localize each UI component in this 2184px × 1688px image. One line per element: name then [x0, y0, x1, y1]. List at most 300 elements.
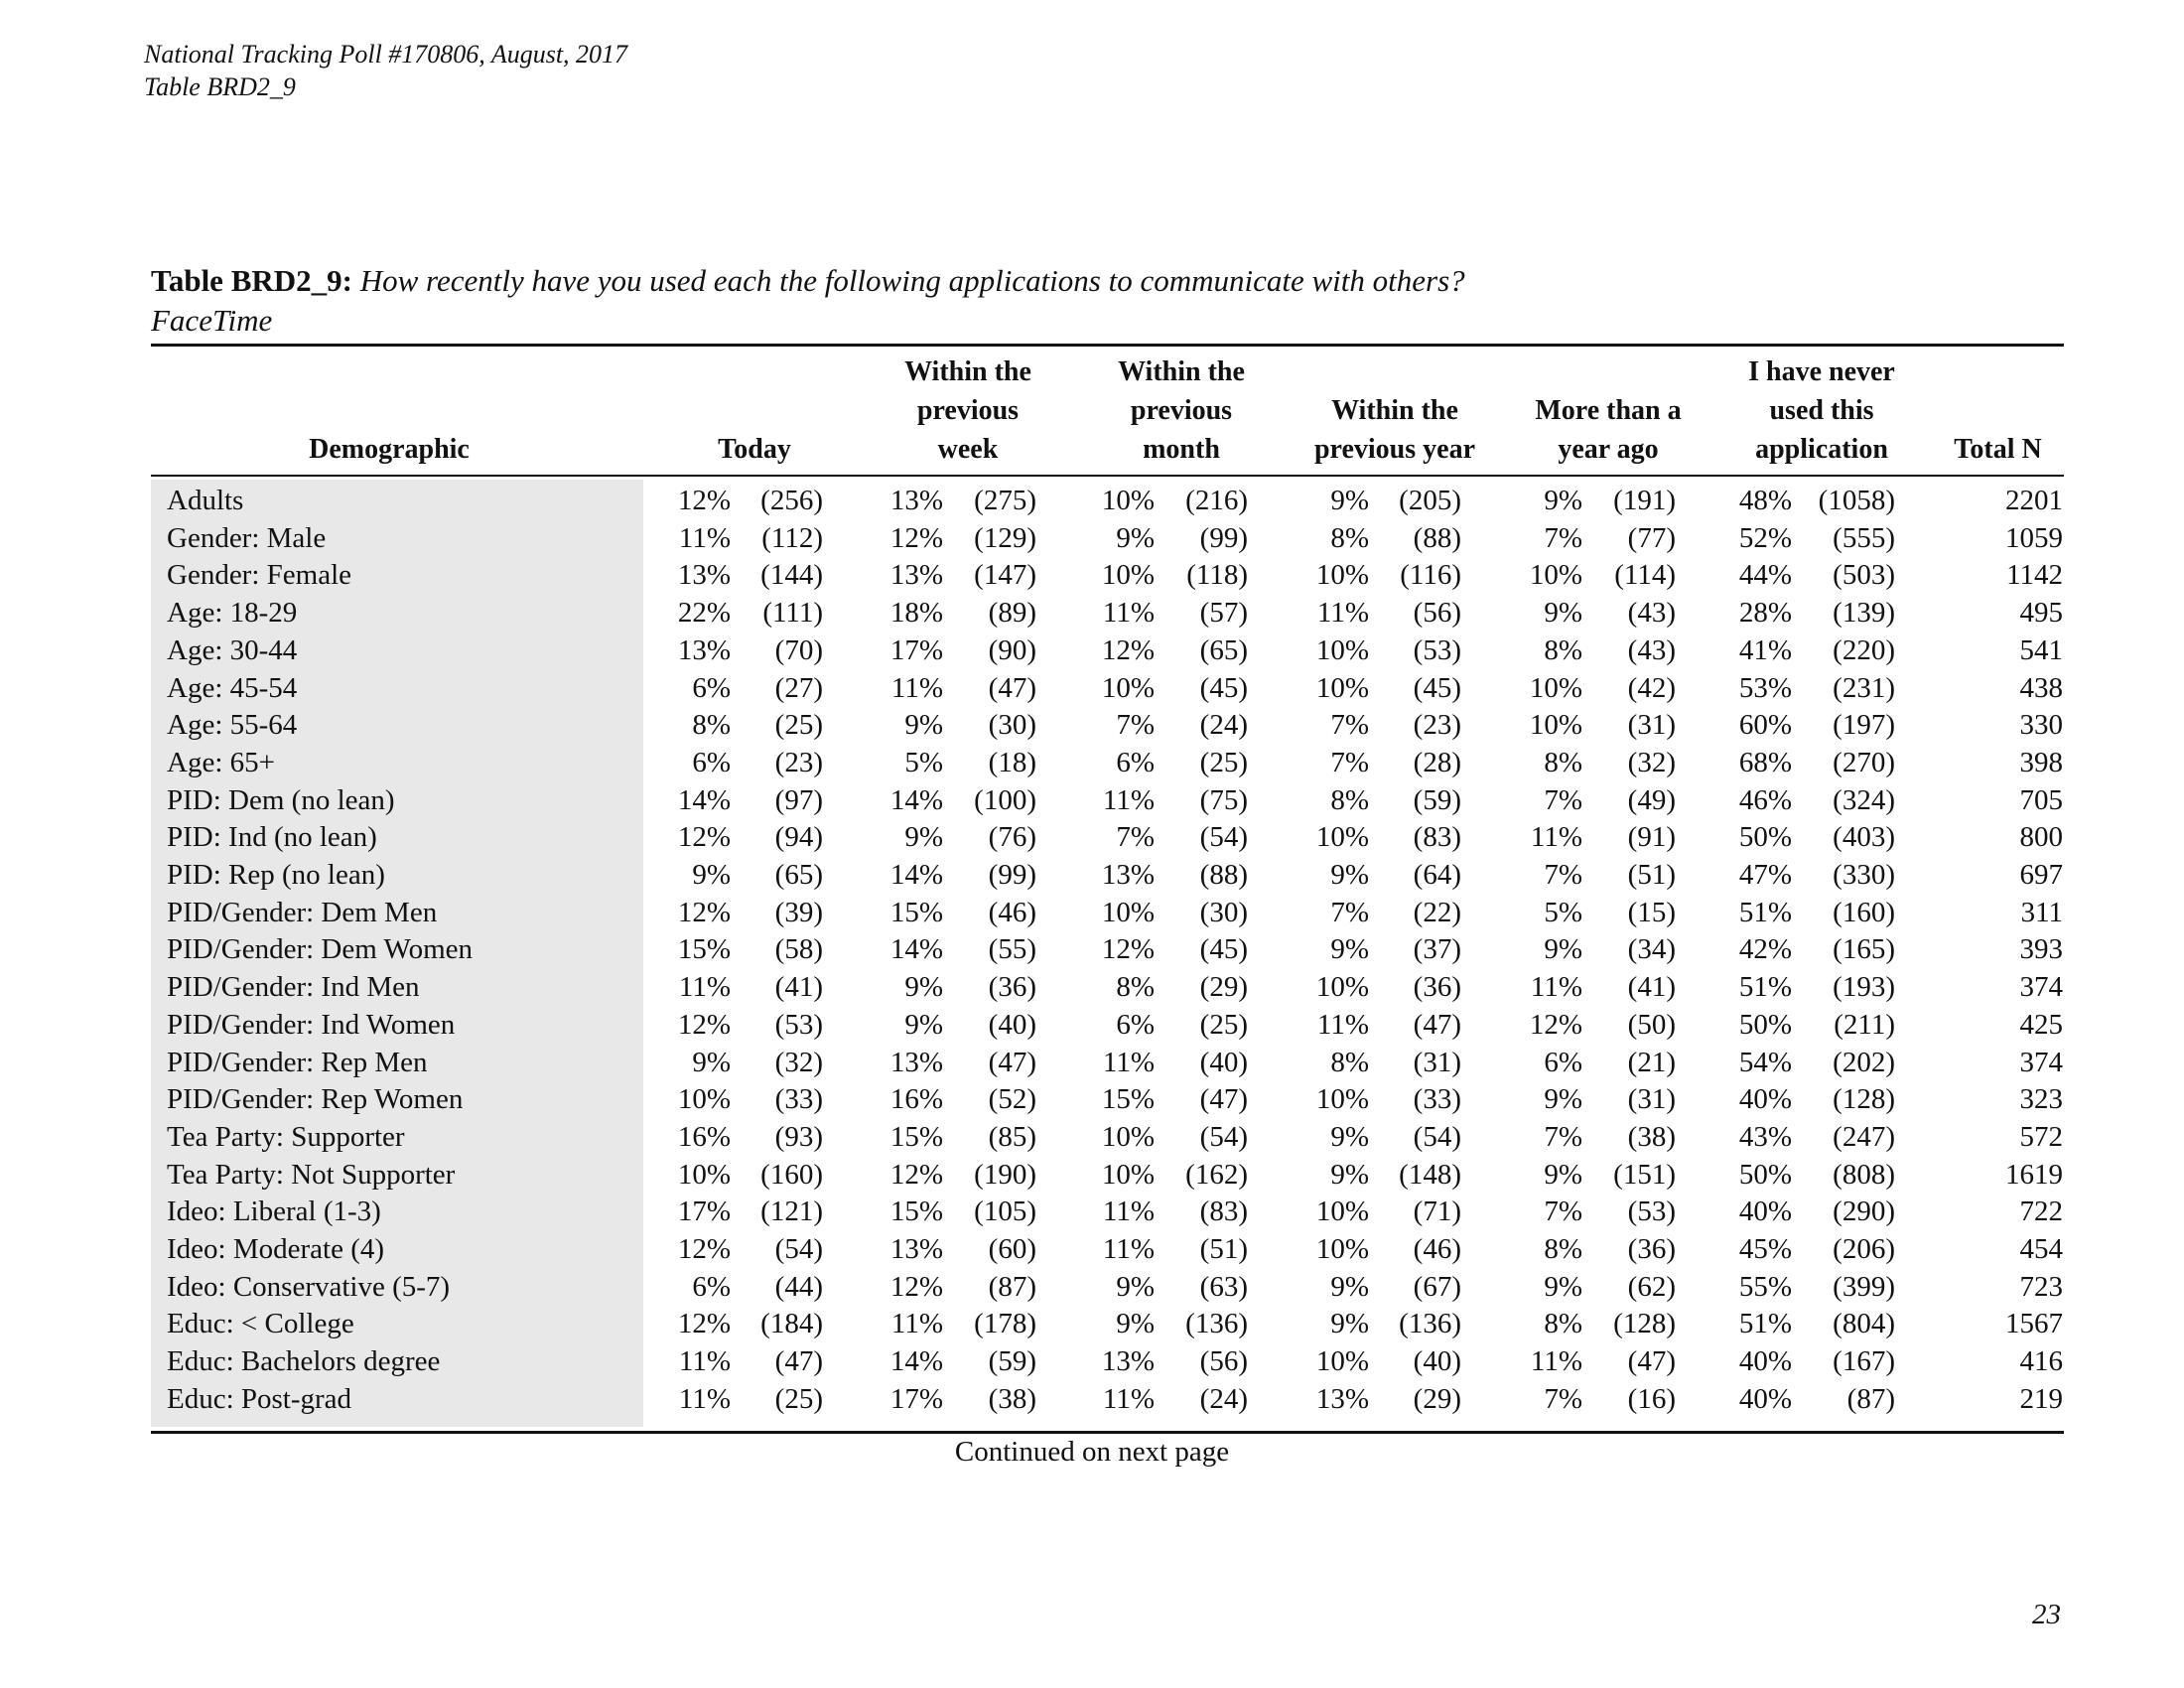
- count-cell: (90): [988, 633, 1036, 666]
- table-row: [151, 1045, 2063, 1082]
- count-cell: (76): [988, 821, 1036, 854]
- count-cell: (53): [774, 1008, 823, 1041]
- header-demographic: Demographic: [309, 434, 470, 465]
- table-row: [151, 745, 2063, 782]
- count-cell: (60): [988, 1233, 1036, 1266]
- count-cell: (43): [1627, 597, 1676, 630]
- count-cell: (87): [988, 1270, 1036, 1303]
- percent-cell: 42%: [1738, 933, 1792, 966]
- header-never-used: I have never used this application: [1748, 356, 1895, 465]
- count-cell: (47): [988, 671, 1036, 704]
- percent-cell: 41%: [1738, 633, 1792, 666]
- table-row: [151, 1007, 2063, 1045]
- percent-cell: 14%: [677, 783, 731, 816]
- percent-cell: 7%: [1330, 709, 1369, 742]
- page-number: 23: [2032, 1599, 2061, 1630]
- percent-cell: 16%: [677, 1120, 731, 1153]
- count-cell: (25): [774, 1382, 823, 1415]
- count-cell: (25): [774, 709, 823, 742]
- count-cell: (191): [1613, 485, 1676, 516]
- percent-cell: 9%: [1330, 933, 1369, 966]
- percent-cell: 9%: [904, 821, 943, 854]
- percent-cell: 12%: [677, 821, 731, 854]
- percent-cell: 18%: [889, 597, 943, 630]
- count-cell: (160): [760, 1158, 823, 1191]
- percent-cell: 12%: [1101, 933, 1155, 966]
- count-cell: (116): [1400, 559, 1461, 592]
- percent-cell: 51%: [1738, 896, 1792, 928]
- count-cell: (59): [988, 1345, 1036, 1378]
- percent-cell: 9%: [1544, 933, 1582, 966]
- percent-cell: 12%: [677, 1308, 731, 1340]
- count-cell: (270): [1833, 746, 1895, 778]
- count-cell: (75): [1199, 783, 1248, 816]
- count-cell: (54): [1413, 1120, 1461, 1153]
- percent-cell: 11%: [678, 1382, 731, 1415]
- count-cell: (99): [988, 859, 1036, 892]
- table-row: [151, 670, 2063, 708]
- count-cell: (32): [1627, 746, 1676, 778]
- percent-cell: 51%: [1738, 1308, 1792, 1340]
- percent-cell: 11%: [1316, 597, 1369, 630]
- percent-cell: 12%: [677, 1008, 731, 1041]
- percent-cell: 11%: [1102, 597, 1155, 630]
- count-cell: (31): [1413, 1046, 1461, 1078]
- total-n-cell: 438: [2019, 671, 2063, 704]
- count-cell: (38): [988, 1382, 1036, 1415]
- table-row: [151, 483, 2063, 520]
- count-cell: (165): [1833, 933, 1895, 966]
- percent-cell: 12%: [889, 1270, 943, 1303]
- count-cell: (27): [774, 671, 823, 704]
- percent-cell: 10%: [1315, 821, 1369, 854]
- percent-cell: 9%: [1544, 1270, 1582, 1303]
- count-cell: (47): [1627, 1345, 1676, 1378]
- count-cell: (144): [760, 559, 823, 592]
- percent-cell: 11%: [1530, 1345, 1582, 1378]
- count-cell: (197): [1833, 709, 1895, 742]
- percent-cell: 46%: [1738, 783, 1792, 816]
- count-cell: (15): [1627, 896, 1676, 928]
- demographic-label: Age: 55-64: [167, 709, 298, 742]
- percent-cell: 17%: [677, 1196, 731, 1228]
- count-cell: (77): [1627, 521, 1676, 554]
- percent-cell: 9%: [1544, 1158, 1582, 1191]
- percent-cell: 9%: [692, 859, 731, 892]
- count-cell: (56): [1413, 597, 1461, 630]
- percent-cell: 12%: [1529, 1008, 1582, 1041]
- count-cell: (256): [760, 485, 823, 516]
- percent-cell: 11%: [890, 1308, 943, 1340]
- percent-cell: 40%: [1738, 1382, 1792, 1415]
- count-cell: (36): [1627, 1233, 1676, 1266]
- count-cell: (45): [1413, 671, 1461, 704]
- percent-cell: 55%: [1738, 1270, 1792, 1303]
- count-cell: (28): [1413, 746, 1461, 778]
- table-row: [151, 1306, 2063, 1343]
- count-cell: (330): [1833, 859, 1895, 892]
- count-cell: (51): [1627, 859, 1676, 892]
- percent-cell: 10%: [1315, 1083, 1369, 1116]
- total-n-cell: 800: [2019, 821, 2063, 854]
- count-cell: (30): [1199, 896, 1248, 928]
- count-cell: (54): [1199, 821, 1248, 854]
- count-cell: (25): [1199, 1008, 1248, 1041]
- demographic-label: PID/Gender: Ind Men: [167, 971, 420, 1004]
- percent-cell: 15%: [889, 1120, 943, 1153]
- count-cell: (54): [1199, 1120, 1248, 1153]
- demographic-label: PID/Gender: Dem Men: [167, 896, 438, 928]
- count-cell: (193): [1833, 971, 1895, 1004]
- count-cell: (56): [1199, 1345, 1248, 1378]
- percent-cell: 7%: [1544, 783, 1582, 816]
- count-cell: (36): [988, 971, 1036, 1004]
- count-cell: (41): [774, 971, 823, 1004]
- total-n-cell: 374: [2019, 1046, 2063, 1078]
- percent-cell: 9%: [904, 971, 943, 1004]
- percent-cell: 14%: [889, 783, 943, 816]
- percent-cell: 7%: [1330, 896, 1369, 928]
- count-cell: (128): [1613, 1308, 1676, 1340]
- demographic-label: PID: Ind (no lean): [167, 821, 377, 854]
- count-cell: (50): [1627, 1008, 1676, 1041]
- percent-cell: 11%: [678, 971, 731, 1004]
- count-cell: (94): [774, 821, 823, 854]
- header-total-n: Total N: [1954, 434, 2042, 465]
- percent-cell: 8%: [1544, 1308, 1582, 1340]
- total-n-cell: 2201: [2005, 485, 2063, 516]
- count-cell: (129): [974, 521, 1036, 554]
- percent-cell: 10%: [1315, 559, 1369, 592]
- running-head-poll: National Tracking Poll #170806, August, 2017: [144, 40, 628, 69]
- count-cell: (21): [1627, 1046, 1676, 1078]
- percent-cell: 14%: [889, 933, 943, 966]
- percent-cell: 53%: [1738, 671, 1792, 704]
- count-cell: (32): [774, 1046, 823, 1078]
- count-cell: (1058): [1818, 485, 1895, 516]
- percent-cell: 10%: [1529, 559, 1582, 592]
- total-n-cell: 311: [2020, 896, 2063, 928]
- header-within-year: Within the previous year: [1313, 395, 1476, 465]
- count-cell: (63): [1199, 1270, 1248, 1303]
- count-cell: (45): [1199, 671, 1248, 704]
- count-cell: (71): [1413, 1196, 1461, 1228]
- percent-cell: 9%: [1116, 1270, 1155, 1303]
- percent-cell: 10%: [677, 1083, 731, 1116]
- percent-cell: 8%: [1544, 633, 1582, 666]
- count-cell: (37): [1413, 933, 1461, 966]
- table-subject: FaceTime: [151, 303, 273, 338]
- count-cell: (160): [1833, 896, 1895, 928]
- count-cell: (46): [1413, 1233, 1461, 1266]
- percent-cell: 9%: [1330, 1120, 1369, 1153]
- percent-cell: 51%: [1738, 971, 1792, 1004]
- percent-cell: 68%: [1738, 746, 1792, 778]
- count-cell: (39): [774, 896, 823, 928]
- header-within-month: Within the previous month: [1118, 356, 1245, 465]
- count-cell: (41): [1627, 971, 1676, 1004]
- percent-cell: 10%: [1529, 671, 1582, 704]
- percent-cell: 12%: [889, 1158, 943, 1191]
- percent-cell: 8%: [1330, 1046, 1369, 1078]
- count-cell: (808): [1833, 1158, 1895, 1191]
- total-n-cell: 705: [2019, 783, 2063, 816]
- demographic-label: Educ: Bachelors degree: [167, 1345, 441, 1378]
- percent-cell: 11%: [678, 521, 731, 554]
- count-cell: (121): [760, 1196, 823, 1228]
- count-cell: (23): [1413, 709, 1461, 742]
- percent-cell: 9%: [1544, 597, 1582, 630]
- count-cell: (112): [761, 521, 823, 554]
- percent-cell: 9%: [692, 1046, 731, 1078]
- total-n-cell: 572: [2019, 1120, 2063, 1153]
- percent-cell: 9%: [1330, 1158, 1369, 1191]
- demographic-label: Gender: Female: [167, 559, 352, 592]
- count-cell: (85): [988, 1120, 1036, 1153]
- count-cell: (162): [1185, 1158, 1248, 1191]
- total-n-cell: 1567: [2005, 1308, 2063, 1340]
- percent-cell: 40%: [1738, 1196, 1792, 1228]
- percent-cell: 60%: [1738, 709, 1792, 742]
- demographic-label: PID: Rep (no lean): [167, 859, 385, 892]
- percent-cell: 9%: [1544, 1083, 1582, 1116]
- count-cell: (83): [1413, 821, 1461, 854]
- percent-cell: 10%: [677, 1158, 731, 1191]
- count-cell: (503): [1833, 559, 1895, 592]
- percent-cell: 40%: [1738, 1345, 1792, 1378]
- count-cell: (42): [1627, 671, 1676, 704]
- percent-cell: 8%: [692, 709, 731, 742]
- count-cell: (40): [988, 1008, 1036, 1041]
- count-cell: (24): [1199, 709, 1248, 742]
- table-row: [151, 782, 2063, 820]
- percent-cell: 8%: [1544, 1233, 1582, 1266]
- count-cell: (151): [1613, 1158, 1676, 1191]
- table-question: How recently have you used each the following applications to communicate with others?: [359, 263, 1465, 298]
- table-row: [151, 707, 2063, 745]
- count-cell: (38): [1627, 1120, 1676, 1153]
- total-n-cell: 1059: [2005, 521, 2063, 554]
- header-rule: [151, 475, 2064, 477]
- demographic-label: PID/Gender: Rep Men: [167, 1046, 428, 1078]
- count-cell: (202): [1833, 1046, 1895, 1078]
- count-cell: (16): [1627, 1382, 1676, 1415]
- total-n-cell: 541: [2019, 633, 2063, 666]
- count-cell: (290): [1833, 1196, 1895, 1228]
- count-cell: (220): [1833, 633, 1895, 666]
- table-row: [151, 857, 2063, 895]
- count-cell: (24): [1199, 1382, 1248, 1415]
- count-cell: (70): [774, 633, 823, 666]
- total-n-cell: 398: [2019, 746, 2063, 778]
- continued-note: Continued on next page: [954, 1436, 1230, 1468]
- count-cell: (58): [774, 933, 823, 966]
- percent-cell: 10%: [1101, 1120, 1155, 1153]
- count-cell: (65): [1199, 633, 1248, 666]
- table-caption: [151, 261, 1465, 341]
- demographic-label: Educ: Post-grad: [167, 1382, 352, 1415]
- percent-cell: 44%: [1738, 559, 1792, 592]
- percent-cell: 12%: [677, 485, 731, 516]
- demographic-label: Ideo: Conservative (5-7): [167, 1270, 451, 1303]
- table-row: [151, 1119, 2063, 1157]
- count-cell: (55): [988, 933, 1036, 966]
- percent-cell: 54%: [1738, 1046, 1792, 1078]
- count-cell: (18): [988, 746, 1036, 778]
- percent-cell: 9%: [1544, 485, 1582, 516]
- percent-cell: 10%: [1101, 1158, 1155, 1191]
- percent-cell: 52%: [1738, 521, 1792, 554]
- demographic-label: Ideo: Liberal (1-3): [167, 1196, 381, 1228]
- count-cell: (47): [1199, 1083, 1248, 1116]
- percent-cell: 6%: [692, 671, 731, 704]
- percent-cell: 5%: [1544, 896, 1582, 928]
- percent-cell: 9%: [904, 709, 943, 742]
- demographic-label: Educ: < College: [167, 1308, 354, 1340]
- count-cell: (91): [1627, 821, 1676, 854]
- percent-cell: 13%: [1101, 1345, 1155, 1378]
- percent-cell: 10%: [1315, 633, 1369, 666]
- count-cell: (59): [1413, 783, 1461, 816]
- percent-cell: 10%: [1101, 671, 1155, 704]
- percent-cell: 11%: [1530, 971, 1582, 1004]
- total-n-cell: 374: [2019, 971, 2063, 1004]
- percent-cell: 15%: [889, 1196, 943, 1228]
- percent-cell: 9%: [1330, 859, 1369, 892]
- demographic-label: Age: 30-44: [167, 633, 298, 666]
- percent-cell: 9%: [1330, 1308, 1369, 1340]
- header-within-week: Within the previous week: [904, 356, 1031, 465]
- percent-cell: 12%: [677, 896, 731, 928]
- count-cell: (147): [974, 559, 1036, 592]
- count-cell: (47): [1413, 1008, 1461, 1041]
- demographic-label: Adults: [167, 485, 244, 516]
- count-cell: (88): [1413, 521, 1461, 554]
- percent-cell: 9%: [1116, 1308, 1155, 1340]
- count-cell: (29): [1199, 971, 1248, 1004]
- count-cell: (247): [1833, 1120, 1895, 1153]
- count-cell: (53): [1413, 633, 1461, 666]
- count-cell: (29): [1413, 1382, 1461, 1415]
- count-cell: (51): [1199, 1233, 1248, 1266]
- total-n-cell: 1142: [2006, 559, 2063, 592]
- count-cell: (399): [1833, 1270, 1895, 1303]
- percent-cell: 9%: [904, 1008, 943, 1041]
- demographic-label: Ideo: Moderate (4): [167, 1233, 385, 1266]
- count-cell: (97): [774, 783, 823, 816]
- count-cell: (23): [774, 746, 823, 778]
- count-cell: (40): [1199, 1046, 1248, 1078]
- percent-cell: 11%: [1102, 1233, 1155, 1266]
- percent-cell: 10%: [1315, 1345, 1369, 1378]
- count-cell: (64): [1413, 859, 1461, 892]
- percent-cell: 11%: [1102, 1196, 1155, 1228]
- percent-cell: 13%: [889, 1233, 943, 1266]
- total-n-cell: 219: [2019, 1382, 2063, 1415]
- count-cell: (36): [1413, 971, 1461, 1004]
- percent-cell: 15%: [677, 933, 731, 966]
- percent-cell: 7%: [1544, 1120, 1582, 1153]
- percent-cell: 7%: [1544, 859, 1582, 892]
- percent-cell: 43%: [1738, 1120, 1792, 1153]
- count-cell: (87): [1846, 1382, 1895, 1415]
- count-cell: (211): [1834, 1008, 1895, 1041]
- percent-cell: 7%: [1544, 1382, 1582, 1415]
- count-cell: (22): [1413, 896, 1461, 928]
- count-cell: (30): [988, 709, 1036, 742]
- percent-cell: 10%: [1101, 485, 1155, 516]
- percent-cell: 40%: [1738, 1083, 1792, 1116]
- percent-cell: 11%: [1102, 783, 1155, 816]
- percent-cell: 7%: [1544, 521, 1582, 554]
- header-more-than-year: More than a year ago: [1535, 395, 1682, 465]
- count-cell: (33): [1413, 1083, 1461, 1116]
- percent-cell: 50%: [1738, 1008, 1792, 1041]
- count-cell: (54): [774, 1233, 823, 1266]
- count-cell: (190): [974, 1158, 1036, 1191]
- count-cell: (62): [1627, 1270, 1676, 1303]
- percent-cell: 9%: [1330, 1270, 1369, 1303]
- running-head-table: Table BRD2_9: [144, 72, 296, 101]
- percent-cell: 6%: [692, 746, 731, 778]
- percent-cell: 6%: [1116, 746, 1155, 778]
- count-cell: (231): [1833, 671, 1895, 704]
- total-n-cell: 454: [2019, 1233, 2063, 1266]
- data-table: [151, 483, 2063, 1419]
- table-row: [151, 520, 2063, 558]
- count-cell: (136): [1185, 1308, 1248, 1340]
- count-cell: (167): [1833, 1345, 1895, 1378]
- percent-cell: 10%: [1315, 971, 1369, 1004]
- count-cell: (31): [1627, 709, 1676, 742]
- count-cell: (44): [774, 1270, 823, 1303]
- count-cell: (46): [988, 896, 1036, 928]
- percent-cell: 11%: [1102, 1382, 1155, 1415]
- table-row: [151, 1231, 2063, 1269]
- total-n-cell: 723: [2019, 1270, 2063, 1303]
- count-cell: (34): [1627, 933, 1676, 966]
- percent-cell: 50%: [1738, 821, 1792, 854]
- total-n-cell: 1619: [2005, 1158, 2063, 1191]
- table-label: Table BRD2_9:: [151, 263, 352, 298]
- demographic-label: PID/Gender: Dem Women: [167, 933, 474, 966]
- percent-cell: 11%: [890, 671, 943, 704]
- percent-cell: 47%: [1738, 859, 1792, 892]
- table-row: [151, 1157, 2063, 1195]
- percent-cell: 10%: [1529, 709, 1582, 742]
- percent-cell: 10%: [1315, 1196, 1369, 1228]
- percent-cell: 6%: [1544, 1046, 1582, 1078]
- demographic-label: Age: 45-54: [167, 671, 298, 704]
- count-cell: (555): [1833, 521, 1895, 554]
- count-cell: (67): [1413, 1270, 1461, 1303]
- count-cell: (275): [974, 485, 1036, 516]
- percent-cell: 48%: [1738, 485, 1792, 516]
- percent-cell: 7%: [1544, 1196, 1582, 1228]
- percent-cell: 13%: [1315, 1382, 1369, 1415]
- count-cell: (89): [988, 597, 1036, 630]
- percent-cell: 7%: [1330, 746, 1369, 778]
- percent-cell: 22%: [677, 597, 731, 630]
- count-cell: (139): [1833, 597, 1895, 630]
- total-n-cell: 393: [2019, 933, 2063, 966]
- table-row: [151, 1081, 2063, 1119]
- count-cell: (804): [1833, 1308, 1895, 1340]
- table-row: [151, 1381, 2063, 1419]
- demographic-label: Age: 65+: [167, 746, 275, 778]
- table-row: [151, 819, 2063, 857]
- count-cell: (216): [1185, 485, 1248, 516]
